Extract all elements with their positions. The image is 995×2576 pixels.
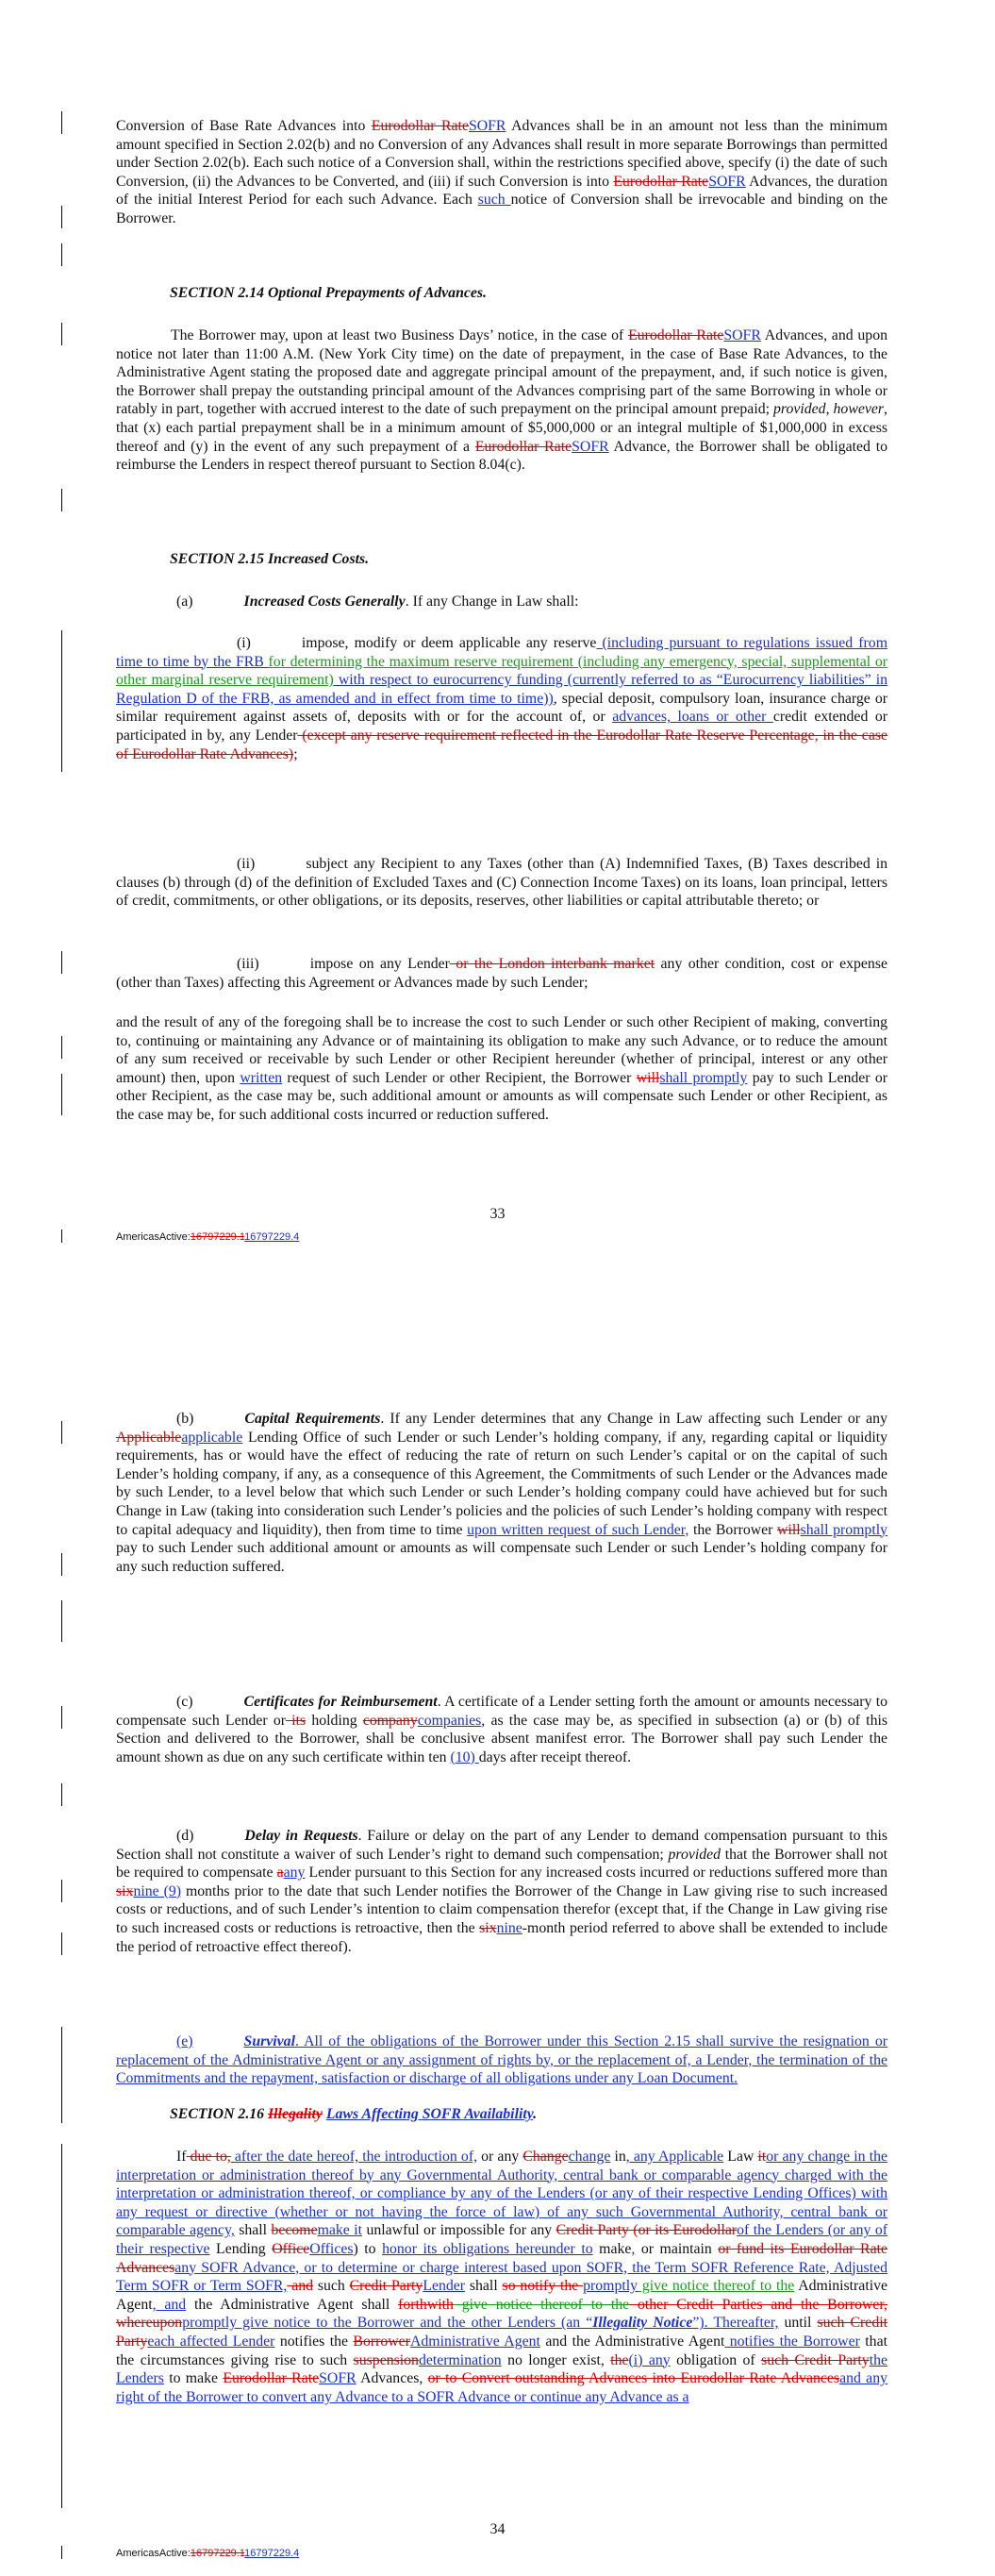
change-bar <box>61 1932 62 1955</box>
inserted-text: applicable <box>181 1429 243 1446</box>
change-bar <box>61 2027 62 2106</box>
clause-label: (b) <box>176 1411 194 1427</box>
inserted-text: , <box>631 2240 636 2257</box>
clause-title: Certificates for Reimbursement <box>243 1694 438 1710</box>
text: request of such Lender or other Recipient, the Borrower <box>282 1069 637 1086</box>
clause-a-ii <box>116 855 887 911</box>
deleted-text: Credit Party (or its Eurodollar <box>556 2222 738 2239</box>
inserted-text: any SOFR Advance, or to determine or charge interest based upon SOFR, the Term SOFR Reference Rate, Adjusted Term SOFR or Term SOFR, <box>116 2259 887 2295</box>
moved-text: for determining the maximum reserve requirement (including any emergency, special, supplemental or other marginal reserve requirement) <box>116 653 887 689</box>
inserted-text: (including pursuant to regulations issued from time to time by the FRB <box>116 635 887 670</box>
inserted-text: notifies the Borrower <box>724 2333 860 2350</box>
deleted-text: or fund its Eurodollar Rate Advances <box>116 2240 887 2276</box>
text: to make <box>163 2370 224 2387</box>
text: shall <box>465 2278 503 2295</box>
text: Conversion of Base Rate Advances into <box>116 118 372 134</box>
text: that the circumstances giving rise to such <box>116 2333 887 2368</box>
text: or maintain <box>635 2240 719 2257</box>
footer-label: AmericasActive: <box>116 2548 191 2559</box>
inserted-text: each affected Lender <box>147 2333 275 2350</box>
deleted-text: it <box>757 2149 767 2165</box>
inserted-text: shall promptly <box>659 1069 748 1086</box>
text: make <box>592 2240 632 2257</box>
change-bar <box>61 1074 62 1115</box>
change-bar <box>61 1706 62 1729</box>
text: unlawful or impossible for any <box>362 2222 556 2239</box>
document-footer <box>116 2548 299 2559</box>
deleted-text: Applicable <box>116 1429 182 1446</box>
deleted-text: forthwith <box>398 2296 454 2313</box>
deleted-text: Eurodollar Rate <box>371 118 469 134</box>
inserted-text: SOFR <box>572 438 609 455</box>
change-bar <box>61 206 62 228</box>
inserted-text: , <box>735 1032 739 1049</box>
text: Advances, <box>356 2370 428 2387</box>
text: Advance, the Borrower shall be obligated to reimburse the Lenders in respect thereof pursuant to Section 8.04(c). <box>116 438 887 474</box>
increased-costs-result <box>116 1013 887 1125</box>
inserted-text: of the Lenders (or any of their respective <box>116 2222 888 2257</box>
document-footer <box>116 1231 299 1243</box>
deleted-text: 16797229.1 <box>190 2548 245 2559</box>
text: any other condition, cost or expense (other than Taxes) affecting this Agreement or Advances made by such Lender; <box>116 956 887 991</box>
deleted-text: Office <box>272 2240 310 2257</box>
text: provided <box>668 1846 721 1863</box>
inserted-text: SOFR <box>319 2370 357 2387</box>
clause-title: Increased Costs Generally <box>243 594 406 610</box>
text: and the result of any of the foregoing shall be to increase the cost to such Lender or such other Recipient of making, converting to, continuing or maintaining any Advance or of maintaining its obligation to make any such Advance <box>116 1014 887 1049</box>
change-bar <box>61 2100 62 2123</box>
deleted-text: Eurodollar Rate <box>223 2370 320 2387</box>
text: or to reduce the amount of any sum received or receivable by such Lender or other Recipient hereunder (whether of principal, interest or any other amount) then, upon <box>116 1032 887 1086</box>
deleted-text: (except any reserve requirement reflected in the Eurodollar Rate Reserve Percentage, in the case of Eurodollar Rate Advances) <box>116 727 887 762</box>
text: however <box>833 401 885 418</box>
text: subject any Recipient to any Taxes (other than (A) Indemnified Taxes, (B) Taxes described in clauses (b) through (d) of the definition of Excluded Taxes and (C) Connection Income Taxes) on its loans, loan principal, letters of credit, commitments, or other obligations, or its deposits, reserves, other liabilities or capital attributable thereto; or <box>116 856 887 910</box>
footer-label: AmericasActive: <box>116 1231 191 1243</box>
section-heading: SECTION 2.15 Increased Costs. <box>170 551 370 567</box>
text: . A certificate of a Lender setting forth the amount or amounts necessary to compensate such Lender or <box>116 1694 887 1729</box>
clause-d <box>116 1827 887 1956</box>
text: obligation of <box>670 2351 762 2368</box>
text: holding <box>306 1712 363 1729</box>
text: no longer exist, <box>501 2351 611 2368</box>
inserted-text: the Lenders <box>116 2351 887 2387</box>
change-bar <box>61 1229 62 1243</box>
deleted-text: the <box>610 2351 629 2368</box>
text: The Borrower may, upon at least two Business Days’ notice, in the case of <box>171 327 629 343</box>
inserted-text: (10) <box>450 1748 479 1765</box>
change-bar <box>61 1783 62 1806</box>
change-bar <box>61 323 62 345</box>
inserted-text: advances, loans or other <box>612 709 773 726</box>
deleted-text: will <box>777 1521 801 1538</box>
inserted-text: Administrative Agent <box>409 2333 540 2350</box>
section-label: SECTION 2.16 <box>170 2106 265 2122</box>
clause-c <box>116 1693 887 1766</box>
text: . Failure or delay on the part of any Lender to demand compensation pursuant to this Section shall not constitute a waiver of such Lender’s right to demand such compensation; <box>116 1828 888 1863</box>
clause-label: (iii) <box>237 956 259 972</box>
inserted-text: nine <box>496 1919 522 1936</box>
clause-a <box>116 593 887 611</box>
inserted-text: ”). Thereafter, <box>692 2315 779 2332</box>
text: that the Borrower shall not be required to compensate <box>116 1846 887 1882</box>
text: impose on any Lender <box>309 956 450 972</box>
change-bar <box>61 1421 62 1444</box>
text: Law <box>723 2149 758 2165</box>
inserted-text: SOFR <box>468 118 506 134</box>
change-bar <box>61 243 62 266</box>
text: Administrative Agent <box>116 2278 888 2313</box>
deleted-text: Eurodollar Rate <box>474 438 572 455</box>
text: . If any Lender determines that any Change in Law affecting such Lender or any <box>380 1411 887 1427</box>
clause-title: Survival <box>243 2033 295 2049</box>
inserted-text: shall promptly <box>800 1521 887 1538</box>
conversion-paragraph <box>116 117 887 228</box>
text: months prior to the date that such Lender notifies the Borrower of the Change in Law giving rise to such increased costs or reductions, and of such Lender’s intention to claim compensation therefor (except that, if the Change in Law giving rise to such increased costs or reductions is retroactive, then the <box>116 1882 887 1936</box>
clause-label: (ii) <box>237 856 256 872</box>
clause-e-survival <box>116 2032 887 2088</box>
deleted-text: so notify the <box>502 2278 584 2295</box>
inserted-text: , and <box>152 2296 187 2313</box>
text: in <box>610 2149 626 2165</box>
moved-text: give notice thereof to the <box>638 2278 795 2295</box>
text: Lending Office of such Lender or such Lender’s holding company, if any, regarding capital or liquidity requirements, has or would have the effect of reducing the rate of return on such Lender’s capital or on the capital of such Lender’s holding company, if any, as a consequence of this Agreement, the Commitments of such Lender or the Advances made by such Lender, to a level below that which such Lender or such Lender’s holding company could have achieved but for such Change in Law (taking into consideration such Lender’s policies and the policies of such Lender’s holding company with respect to capital adequacy and liquidity), then from time to time <box>116 1429 887 1538</box>
inserted-text: , any Applicable <box>625 2149 724 2165</box>
inserted-text: nine (9) <box>133 1882 182 1899</box>
clause-label: (a) <box>176 594 193 610</box>
text: , as the case may be, as specified in subsection (a) or (b) of this Section and delivered to the Borrower, shall be conclusive absent manifest error. The Borrower shall pay such Lender the amount shown as due on any such certificate within ten <box>116 1712 887 1765</box>
text: If <box>176 2149 187 2165</box>
change-bar <box>61 111 62 134</box>
clause-label: (c) <box>176 1694 193 1710</box>
change-bar <box>61 489 62 511</box>
deleted-text: Credit Party <box>349 2278 423 2295</box>
deleted-text: due to, <box>186 2149 231 2165</box>
inserted-text: SOFR <box>708 173 746 190</box>
deleted-text: a <box>276 1865 284 1882</box>
deleted-text: Change <box>522 2149 569 2165</box>
text: Lender pursuant to this Section for any increased costs incurred or reductions suffered more than <box>305 1865 887 1882</box>
text: Advances, and upon notice not later than 11:00 A.M. (New York City time) on the date of prepayment, in the case of Base Rate Advances, to the Administrative Agent stating the proposed date and aggregate principal amount of the prepayment, and, if such notice is given, the Borrower shall prepay the outstanding principal amount of the Advances comprising part of the same Borrowing in whole or ratably in part, together with accrued interest to the date of such prepayment on the principal amount prepaid; <box>116 327 887 418</box>
text: Advances shall be in an amount not less than the minimum amount specified in Section 2.02(b) and no Conversion of any Advances shall result in more separate Borrowings than permitted under Section 2.02(b). Each such notice of a Conversion shall, within the restrictions specified above, specify (i) the date of such Conversion, (ii) the Advances to be Converted, and (iii) if such Conversion is into <box>116 118 887 190</box>
inserted-text: promptly give notice to the Borrower and the other Lenders (an “ <box>182 2315 593 2332</box>
clause-b <box>116 1410 887 1576</box>
text: or any <box>477 2149 523 2165</box>
text: -month period referred to above shall be extended to include the period of retroactive effect thereof). <box>116 1919 887 1955</box>
inserted-text: (i) any <box>628 2351 671 2368</box>
text: the Borrower <box>688 1521 778 1538</box>
deleted-text: Eurodollar Rate <box>613 173 709 190</box>
page-number: 33 <box>489 1206 506 1222</box>
inserted-text: SOFR <box>723 327 761 343</box>
text: notice of Conversion shall be irrevocable and binding on the Borrower. <box>116 192 887 226</box>
inserted-text: Illegality Notice <box>592 2315 693 2332</box>
text: , special deposit, compulsory loan, insurance charge or similar requirement against assets of, deposits with or for the account of, or <box>116 690 887 726</box>
text: Advances, the duration of the initial Interest Period for each such Advance. Each <box>116 173 887 209</box>
inserted-text: . All of the obligations of the Borrower under this Section 2.15 shall survive the resignation or replacement of the Administrative Agent or any assignment of rights by, or the replacement of, a Lender, the termination of the Commitments and the repayment, satisfaction or discharge of all obligations under any Loan Document. <box>116 2033 887 2087</box>
text: provided <box>773 401 826 418</box>
deleted-text: or the London interbank market <box>449 956 655 972</box>
deleted-text: six <box>479 1919 497 1936</box>
deleted-text: and <box>287 2278 314 2295</box>
text: days after receipt thereof. <box>478 1748 632 1765</box>
inserted-text: Laws Affecting SOFR Availability <box>325 2106 534 2122</box>
change-bar <box>61 1036 62 1059</box>
deleted-text: six <box>116 1882 134 1899</box>
inserted-text: companies <box>417 1712 482 1729</box>
inserted-text: any <box>283 1865 306 1882</box>
illegality-paragraph <box>116 2148 887 2406</box>
text: notifies the <box>274 2333 354 2350</box>
clause-title: Capital Requirements <box>244 1411 381 1427</box>
deleted-text: Borrower <box>353 2333 410 2350</box>
inserted-text: with respect to eurocurrency funding (currently referred to as “Eurocurrency liabilities” in Regulation D of the FRB, as amended and in effect from time to time)) <box>116 672 887 707</box>
deleted-text: company <box>362 1712 418 1729</box>
deleted-text: 16797229.1 <box>190 1231 245 1243</box>
text: Lending <box>209 2240 273 2257</box>
inserted-text: and any right of the Borrower to convert any Advance to a SOFR Advance or continue any Advance as a <box>116 2370 887 2405</box>
prepayment-paragraph <box>116 326 887 475</box>
text: shall <box>234 2222 272 2239</box>
document-page-34 <box>0 1321 995 2576</box>
clause-label: (i) <box>237 635 251 651</box>
text: credit extended or participated in by, any Lender <box>116 709 887 744</box>
text: pay to such Lender or other Recipient, as the case may be, such additional amount or amounts as will compensate such Lender or other Recipient, as the case may be, for such additional costs incurred or reduction suffered. <box>116 1069 888 1123</box>
clause-a-iii <box>116 955 887 992</box>
clause-label: (d) <box>176 1828 194 1844</box>
deleted-text: other Credit Parties and the Borrower, whereupon <box>116 2296 888 2332</box>
inserted-text: promptly <box>583 2278 638 2295</box>
change-bar <box>61 1880 62 1902</box>
deleted-text: such Credit Party <box>761 2351 870 2368</box>
section-heading <box>170 2106 537 2123</box>
change-bar <box>61 2546 62 2559</box>
text: such <box>313 2278 350 2295</box>
text: , that (x) each partial prepayment shall be in a minimum amount of $5,000,000 or an integral multiple of $1,000,000 in excess thereof and (y) in the event of any such prepayment of a <box>116 401 887 455</box>
text: impose, modify or deem applicable any reserve <box>301 635 597 651</box>
change-bar <box>61 1553 62 1576</box>
deleted-text: will <box>636 1069 660 1086</box>
deleted-text: such Credit Party <box>116 2315 887 2350</box>
inserted-text: determination <box>418 2351 502 2368</box>
deleted-text: or to Convert outstanding Advances into Eurodollar Rate Advances <box>427 2370 840 2387</box>
deleted-text: Eurodollar Rate <box>628 327 724 343</box>
deleted-text: its <box>286 1712 307 1729</box>
document-page-33 <box>0 0 995 1255</box>
inserted-text: change <box>568 2149 611 2165</box>
text: . If any Change in Law shall: <box>405 594 579 610</box>
inserted-text: Lender <box>423 2278 466 2295</box>
deleted-text: suspension <box>353 2351 419 2368</box>
deleted-text: become <box>271 2222 318 2239</box>
inserted-text: after the date hereof, the introduction of, <box>230 2149 478 2165</box>
text: until <box>778 2315 818 2332</box>
text: ; <box>293 745 298 762</box>
inserted-text: such <box>477 192 511 209</box>
clause-label: (e) <box>176 2033 193 2049</box>
inserted-text: honor its obligations hereunder to <box>382 2240 593 2257</box>
moved-text: give notice thereof to the <box>453 2296 630 2313</box>
change-bar <box>61 1600 62 1642</box>
inserted-text: written <box>240 1069 283 1086</box>
change-bar <box>61 951 62 974</box>
text: the Administrative Agent shall <box>186 2296 399 2313</box>
text: ) to <box>353 2240 383 2257</box>
inserted-text: 16797229.4 <box>244 2548 300 2559</box>
text: . <box>533 2106 538 2122</box>
change-bar <box>61 2144 62 2508</box>
inserted-text: Offices <box>309 2240 354 2257</box>
inserted-text: upon written request of such Lender, <box>467 1521 689 1538</box>
inserted-text: or any change in the interpretation or administration thereof by any Governmental Authority, central bank or comparable agency charged with the interpretation or administration thereof, or compliance by any of the Lenders (or any of their respective Lending Offices) with any request or directive (whether or not having the force of law) of any such Governmental Authority, central bank or comparable agency, <box>116 2149 887 2239</box>
section-heading: SECTION 2.14 Optional Prepayments of Advances. <box>170 285 487 301</box>
change-bar <box>61 630 62 772</box>
inserted-text: make it <box>317 2222 363 2239</box>
text: and the Administrative Agent <box>539 2333 725 2350</box>
deleted-text: Illegality <box>268 2106 323 2122</box>
clause-title: Delay in Requests <box>244 1828 358 1844</box>
text: pay to such Lender such additional amount or amounts as will compensate such Lender or such Lender’s holding company for any such reduction suffered. <box>116 1540 887 1575</box>
text: , <box>825 401 834 418</box>
inserted-text: 16797229.4 <box>244 1231 300 1243</box>
clause-a-i <box>116 634 887 763</box>
page-number: 34 <box>489 2521 506 2537</box>
